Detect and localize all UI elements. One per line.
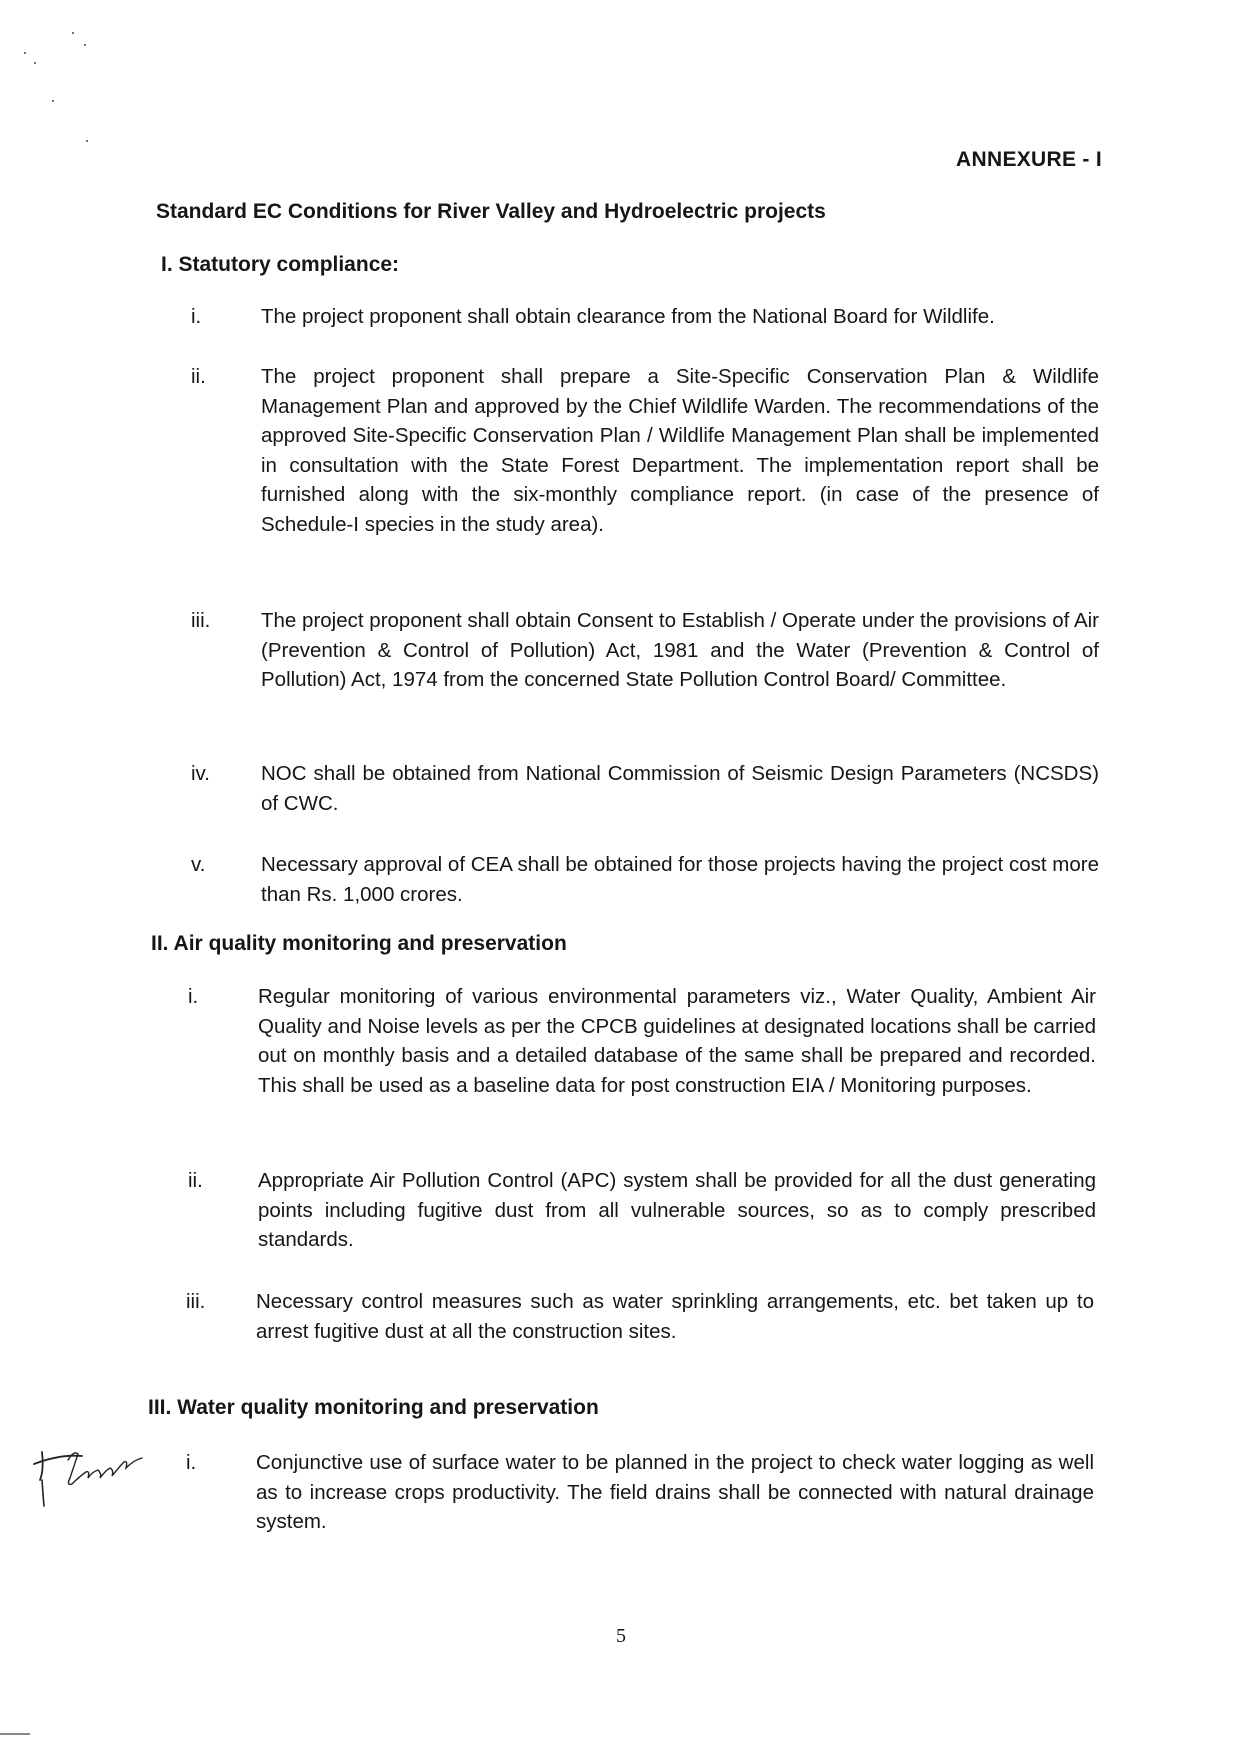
scan-speck xyxy=(84,44,86,46)
item-number: v. xyxy=(191,853,206,876)
item-number: iv. xyxy=(191,762,210,785)
item-number: i. xyxy=(191,305,202,328)
handwritten-signature xyxy=(30,1440,160,1515)
section-heading-water-quality: III. Water quality monitoring and preservation xyxy=(148,1396,599,1419)
scan-speck xyxy=(52,100,54,102)
scan-edge-mark xyxy=(0,1733,30,1735)
item-number: ii. xyxy=(191,365,206,388)
item-number: i. xyxy=(188,985,199,1008)
item-number: iii. xyxy=(186,1290,206,1313)
section-heading-statutory: I. Statutory compliance: xyxy=(161,253,400,276)
item-number: iii. xyxy=(191,609,211,632)
item-text: The project proponent shall obtain Consent to Establish / Operate under the provisions of Air (Prevention & Control of Pollution) Act, 1981 and the Water (Prevention & Control of Pollution) Act, 1974 from the concerned State Pollution Control Board/ Committee. xyxy=(261,609,1099,691)
item-text: The project proponent shall obtain clearance from the National Board for Wildlife. xyxy=(261,305,995,328)
item-text: NOC shall be obtained from National Commission of Seismic Design Parameters (NCSDS) of CWC. xyxy=(261,762,1099,815)
scan-speck xyxy=(34,62,36,64)
item-number: i. xyxy=(186,1451,197,1474)
item-text: Conjunctive use of surface water to be planned in the project to check water logging as well as to increase crops productivity. The field drains shall be connected with natural drainage system. xyxy=(256,1451,1094,1533)
item-text: Regular monitoring of various environmental parameters viz., Water Quality, Ambient Air Quality and Noise levels as per the CPCB guidelines at designated locations shall be carried out on monthly basis and a detailed database of the same shall be prepared and recorded. This shall be used as a baseline data for post construction EIA / Monitoring purposes. xyxy=(258,985,1096,1097)
scan-speck xyxy=(72,32,74,34)
annexure-label: ANNEXURE - I xyxy=(956,148,1102,171)
scan-speck xyxy=(24,52,26,54)
page-number: 5 xyxy=(616,1625,626,1647)
document-title: Standard EC Conditions for River Valley and Hydroelectric projects xyxy=(156,200,826,223)
scan-speck xyxy=(86,140,88,142)
section-heading-air-quality: II. Air quality monitoring and preservation xyxy=(151,932,567,955)
item-text: Necessary control measures such as water sprinkling arrangements, etc. bet taken up to arrest fugitive dust at all the construction sites. xyxy=(256,1290,1094,1343)
item-text: Necessary approval of CEA shall be obtained for those projects having the project cost more than Rs. 1,000 crores. xyxy=(261,853,1099,906)
item-text: Appropriate Air Pollution Control (APC) system shall be provided for all the dust generating points including fugitive dust from all vulnerable sources, so as to comply prescribed standards. xyxy=(258,1169,1096,1251)
item-number: ii. xyxy=(188,1169,203,1192)
item-text: The project proponent shall prepare a Site-Specific Conservation Plan & Wildlife Management Plan and approved by the Chief Wildlife Warden. The recommendations of the approved Site-Specific Conservation Plan / Wildlife Management Plan shall be implemented in consultation with the State Forest Department. The implementation report shall be furnished along with the six-monthly compliance report. (in case of the presence of Schedule-I species in the study area). xyxy=(261,365,1099,536)
